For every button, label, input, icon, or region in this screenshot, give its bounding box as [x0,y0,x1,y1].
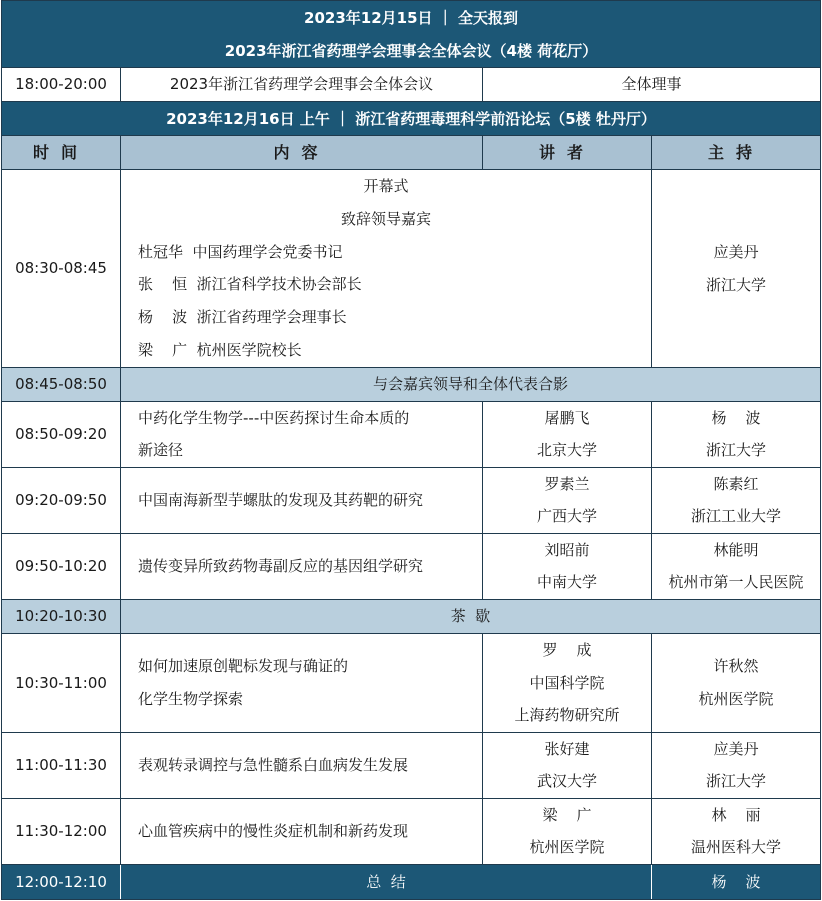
opening-line1: 开幕式 [363,176,409,195]
talk-title-line: 化学生物学探索 [138,690,244,708]
talk-row [1,634,821,733]
host-org: 杭州市第一人民医院 [668,573,804,592]
people-cell: 全体理事 [621,75,682,93]
guest-line: 杜冠华 中国药理学会党委书记 [138,242,343,261]
talk-title-cell [121,402,483,467]
header-time: 时间 [2,136,121,169]
speaker-cell [483,468,652,533]
time-cell: 08:50-09:20 [2,402,121,467]
host-cell [652,468,820,533]
talk-row [1,534,821,600]
time-cell: 08:30-08:45 [2,170,121,367]
day1-title-bar [1,0,821,68]
speaker-org: 广西大学 [536,507,597,526]
host-name: 应美丹 [713,739,759,758]
talk-title-cell [121,634,483,732]
opening-content-cell [121,170,652,367]
guest-line: 梁 广 杭州医学院校长 [138,341,302,360]
talk-title-cell [121,799,483,864]
opening-line2: 致辞领导嘉宾 [340,209,431,228]
talk-row [1,402,821,468]
time-cell: 12:00-12:10 [2,865,121,899]
speaker-org: 杭州医学院 [529,838,605,857]
time-cell: 09:50-10:20 [2,534,121,599]
host-org: 杭州医学院 [698,690,774,708]
time-cell: 11:00-11:30 [2,733,121,798]
talk-title-cell [121,468,483,533]
host-org: 温州医科大学 [690,838,781,857]
header-host: 主持 [707,142,764,162]
host-cell [652,402,820,467]
speaker-cell [483,799,652,864]
host-org: 浙江大学 [705,441,766,460]
tea-break-text: 茶 歇 [450,607,491,625]
speaker-cell [483,534,652,599]
day1-meeting-row [1,68,821,102]
talk-title-cell [121,733,483,798]
speaker-name: 屠鹏飞 [544,408,590,427]
talk-title-line: 遗传变异所致药物毒副反应的基因组学研究 [138,557,424,575]
host-name: 陈素红 [713,474,759,493]
summary-host: 杨 波 [711,872,761,891]
day2-title: 2023年12月16日 上午 ｜ 浙江省药理毒理科学前沿论坛（5楼 牡丹厅） [166,110,656,128]
guest-line: 张 恒 浙江省科学技术协会部长 [138,275,362,294]
speaker-cell [483,402,652,467]
photo-row [1,368,821,402]
speaker-name: 罗素兰 [544,474,590,493]
talk-title-cell [121,534,483,599]
speaker-org: 中国科学院 [529,673,605,692]
summary-text: 总 结 [121,865,652,899]
header-speaker: 讲者 [483,136,652,169]
host-cell [652,534,820,599]
host-cell [652,634,820,732]
header-content: 内容 [121,136,483,169]
speaker-name: 刘昭前 [544,540,590,559]
speaker-org: 上海药物研究所 [514,706,620,725]
talk-title-line: 中国南海新型芋螺肽的发现及其药靶的研究 [138,491,424,509]
host-cell [652,733,820,798]
time-cell: 08:45-08:50 [2,368,121,401]
day1-title-line2: 2023年浙江省药理学会理事会全体会议（4楼 荷花厅） [224,42,598,60]
talk-title-line: 表观转录调控与急性髓系白血病发生发展 [138,756,409,774]
speaker-name: 罗 成 [542,640,592,659]
host-org: 浙江大学 [705,772,766,791]
talk-row [1,468,821,534]
time-cell: 10:30-11:00 [2,634,121,732]
speaker-org: 北京大学 [536,441,597,460]
time-cell: 09:20-09:50 [2,468,121,533]
host-name: 应美丹 [713,242,759,261]
speaker-org: 中南大学 [536,573,597,592]
host-org: 浙江工业大学 [690,507,781,526]
speaker-name: 张好建 [544,739,590,758]
host-name: 许秋然 [713,657,759,675]
content-cell: 2023年浙江省药理学会理事会全体会议 [121,68,483,101]
day1-title-line1: 2023年12月15日 ｜ 全天报到 [304,9,518,27]
time-cell: 18:00-20:00 [2,68,121,101]
host-org: 浙江大学 [705,275,766,294]
talk-row [1,799,821,865]
tea-break-row [1,600,821,634]
host-cell [652,799,820,864]
talk-title-line: 如何加速原创靶标发现与确证的 [138,657,349,675]
speaker-org: 武汉大学 [536,772,597,791]
speaker-cell [483,733,652,798]
summary-row [1,865,821,900]
photo-text: 与会嘉宾领导和全体代表合影 [372,375,568,393]
talk-row [1,733,821,799]
talk-title-line: 心血管疾病中的慢性炎症机制和新药发现 [138,822,409,840]
guest-line: 杨 波 浙江省药理学会理事长 [138,308,347,327]
talk-title-line: 中药化学生物学---中医药探讨生命本质的 [138,408,410,427]
host-cell [652,170,820,367]
speaker-cell [483,634,652,732]
column-header-row [1,136,821,170]
speaker-name: 梁 广 [542,805,592,824]
opening-row [1,170,821,368]
talk-title-line: 新途径 [138,441,184,460]
host-name: 杨 波 [711,408,761,427]
host-name: 林能明 [713,540,759,559]
time-cell: 11:30-12:00 [2,799,121,864]
time-cell: 10:20-10:30 [2,600,121,633]
day2-title-bar [1,102,821,136]
host-name: 林 丽 [711,805,761,824]
